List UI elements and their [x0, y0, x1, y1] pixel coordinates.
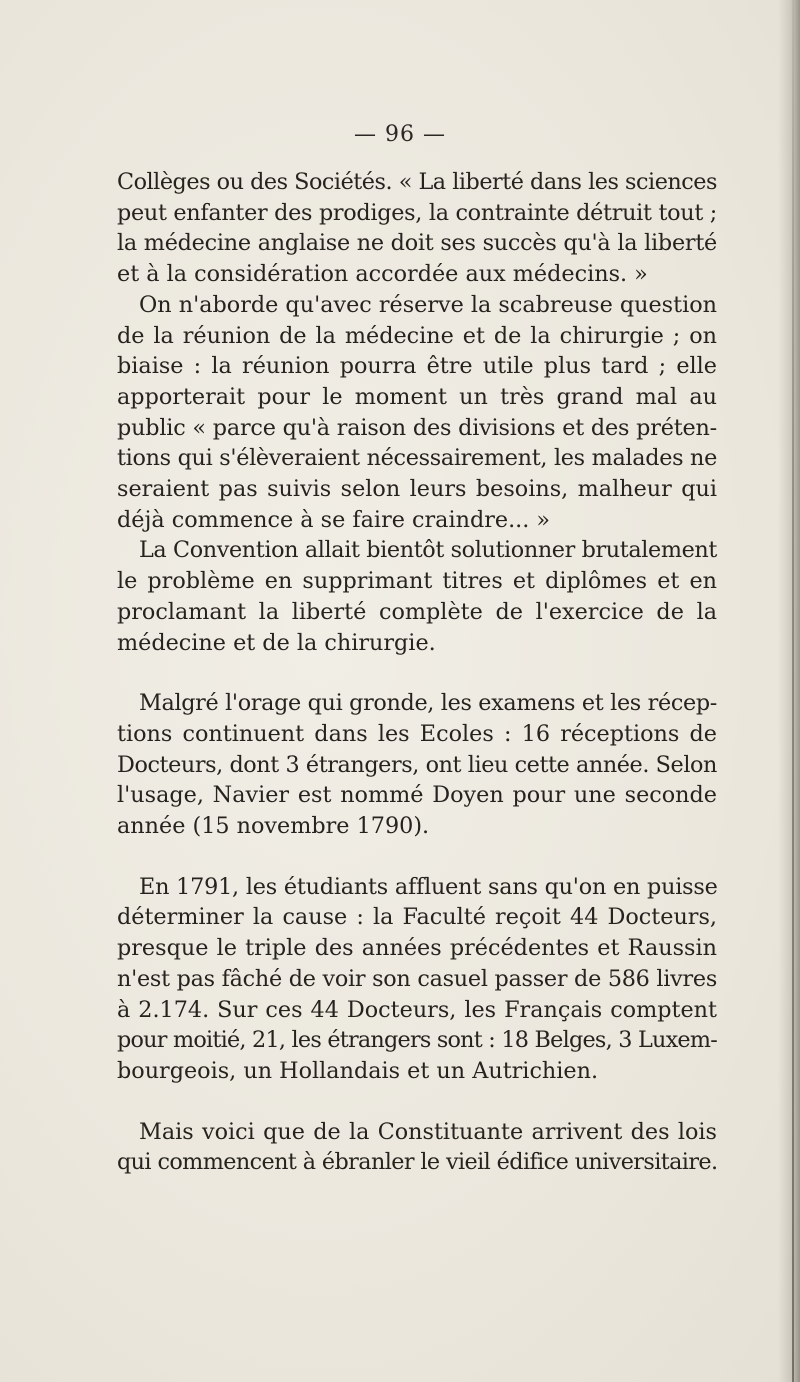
text-line: Mais voici que de la Constituante arrivent des lois: [139, 1118, 717, 1145]
text-line: proclamant la liberté complète de l'exercice de la: [117, 598, 717, 625]
text-line: tions continuent dans les Ecoles : 16 réceptions de: [117, 720, 717, 747]
paragraph-4: [117, 688, 717, 842]
paragraph-gap: [117, 1087, 717, 1117]
page-edge-line: [792, 0, 794, 1382]
text-line: bourgeois, un Hollandais et un Autrichien.: [117, 1057, 599, 1084]
text-line: On n'aborde qu'avec réserve la scabreuse question: [139, 291, 717, 318]
paragraph-2: [117, 290, 717, 536]
page-edge-shadow: [778, 0, 800, 1382]
text-line: Docteurs, dont 3 étrangers, ont lieu cette année. Selon: [117, 751, 717, 778]
text-line: qui commencent à ébranler le vieil édifice universitaire.: [117, 1149, 718, 1176]
text-line: Collèges ou des Sociétés. « La liberté dans les sciences: [117, 169, 717, 195]
text-line: de la réunion de la médecine et de la chirurgie ; on: [117, 322, 717, 349]
page-number-header: — 96 —: [354, 122, 446, 147]
text-line: presque le triple des années précédentes et Raussin: [117, 935, 717, 962]
text-line: le problème en supprimant titres et diplômes et en: [117, 568, 717, 595]
text-line: apporterait pour le moment un très grand mal au: [117, 383, 717, 410]
text-line: la médecine anglaise ne doit ses succès qu'à la liberté: [117, 230, 717, 257]
paragraph-1: [117, 167, 717, 290]
text-line: En 1791, les étudiants affluent sans qu'on en puisse: [139, 873, 718, 900]
text-line: Malgré l'orage qui gronde, les examens et les récep-: [139, 690, 717, 717]
text-line: seraient pas suivis selon leurs besoins, malheur qui: [117, 476, 717, 503]
text-line: à 2.174. Sur ces 44 Docteurs, les Français comptent: [117, 996, 717, 1023]
text-line: public « parce qu'à raison des divisions et des préten-: [117, 414, 717, 441]
body-text: [117, 167, 717, 1178]
paragraph-6: [117, 1117, 717, 1178]
text-line: tions qui s'élèveraient nécessairement, les malades ne: [117, 445, 717, 472]
text-line: déterminer la cause : la Faculté reçoit 44 Docteurs,: [117, 904, 717, 931]
text-line: peut enfanter des prodiges, la contrainte détruit tout ;: [117, 199, 717, 226]
paragraph-3: [117, 535, 717, 658]
paragraph-gap: [117, 842, 717, 872]
text-line: médecine et de la chirurgie.: [117, 629, 436, 656]
text-line: et à la considération accordée aux médecins. »: [117, 261, 648, 288]
paragraph-5: [117, 872, 717, 1087]
text-line: année (15 novembre 1790).: [117, 813, 430, 840]
text-line: La Convention allait bientôt solutionner brutalement: [139, 537, 717, 564]
paragraph-gap: [117, 658, 717, 688]
text-line: déjà commence à se faire craindre... »: [117, 506, 551, 533]
text-line: n'est pas fâché de voir son casuel passer de 586 livres: [117, 965, 717, 992]
text-line: l'usage, Navier est nommé Doyen pour une seconde: [117, 782, 717, 809]
text-line: biaise : la réunion pourra être utile plus tard ; elle: [117, 353, 717, 380]
text-line: pour moitié, 21, les étrangers sont : 18 Belges, 3 Luxem-: [117, 1027, 718, 1054]
